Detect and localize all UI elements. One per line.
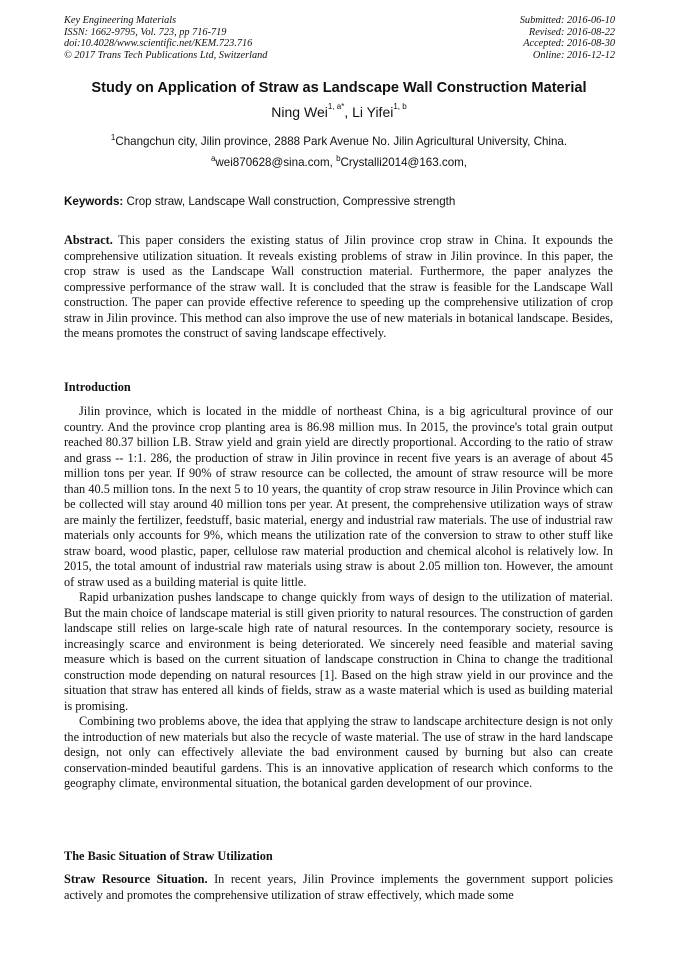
date-online: Online: 2016-12-12 bbox=[532, 49, 615, 61]
keywords bbox=[64, 195, 455, 208]
author-emails bbox=[0, 156, 678, 169]
date-accepted: Accepted: 2016-08-30 bbox=[523, 38, 615, 50]
journal-name: Key Engineering Materials bbox=[64, 15, 177, 26]
abstract bbox=[64, 233, 613, 342]
straw-resource-paragraph bbox=[64, 872, 613, 903]
affiliation-mark: 1 bbox=[110, 133, 116, 142]
author-separator: , bbox=[344, 104, 353, 120]
email-b-mark: b bbox=[336, 154, 341, 163]
abstract-text: This paper considers the existing status of Jilin province crop straw in China. It expounds the comprehensive utilization situation. It reveals existing problems of straw in Jilin province. In this paper, the crop straw is used as the Landscape Wall construction material. Furthermore, the paper analyzes the compressive performance of the straw wall. It is concluded that the straw is feasible for the Landscape Wall construction. The paper can provide effective reference to speeding up the comprehensive utilization of crop straw in Jilin province. This method can also improve the use of new materials in botanical landscape. Besides, the means promotes the construct of saving landscape effectively. bbox=[64, 233, 613, 341]
submission-dates bbox=[520, 15, 615, 61]
abstract-label: Abstract. bbox=[64, 233, 113, 247]
keywords-label: Keywords: bbox=[64, 195, 124, 208]
introduction-body bbox=[64, 404, 613, 792]
journal-copyright: © 2017 Trans Tech Publications Ltd, Switzerland bbox=[64, 49, 268, 61]
email-a-mark: a bbox=[210, 154, 216, 163]
date-revised: Revised: 2016-08-22 bbox=[528, 26, 615, 38]
straw-resource-text: In recent years, Jilin Province implements the government support policies actively and promotes the comprehensive utilization of straw effectively, which made some bbox=[64, 872, 613, 902]
affiliation bbox=[0, 135, 678, 148]
introduction-paragraph-3: Combining two problems above, the idea that applying the straw to landscape architecture design is not only the introduction of new materials but also the recycle of waste material. The use of straw in the hard landscape design, not only can effectively alleviate the bad environment caused by burning but also can create conservation-minded beautiful gardens. This is an innovative application of research which conforms to the geography climate, environmental situation, the botanical garden development of our province. bbox=[64, 714, 613, 791]
introduction-heading: Introduction bbox=[64, 380, 131, 394]
author-1-affiliation-mark: 1, a* bbox=[327, 102, 345, 111]
introduction-paragraph-2: Rapid urbanization pushes landscape to change quickly from ways of design to the utilization of material. But the main choice of landscape material is still given priority to natural resources. The construction of garden landscape still relies on large-scale high rate of natural resources. In the contemporary society, resource is increasingly scarce and environment is being deteriorated. We sincerely need feasible and material saving measure which is based on the current situation of landscape construction in China to change the traditional construction mode depending on natural resources [1]. Based on the high straw yield in our province and the situation that straw has entered all kinds of fields, straw as a waste material which is used as building material is promising. bbox=[64, 590, 613, 713]
author-2-affiliation-mark: 1, b bbox=[393, 102, 407, 111]
email-a[interactable]: wei870628@sina.com, bbox=[215, 156, 337, 169]
straw-resource-label: Straw Resource Situation. bbox=[64, 872, 208, 886]
affiliation-text: Changchun city, Jilin province, 2888 Park Avenue No. Jilin Agricultural University, China. bbox=[115, 135, 568, 148]
date-submitted: Submitted: 2016-06-10 bbox=[519, 15, 615, 26]
introduction-paragraph-1: Jilin province, which is located in the middle of northeast China, is a big agricultural province of our country. And the province crop planting area is 86.98 million mus. In 2015, the province's total grain output reached 80.37 billion LB. Straw yield and grain yield are directly proportional. According to the ratio of straw and grass -- 1:1. 286, the production of straw in Jilin province in recent five years is an average of about 45 million tons per year. If 90% of straw resource can be collected, the amount of straw resource will be more than 40.5 million tons. In the next 5 to 10 years, the quantity of crop straw resource in Jilin Province which can be collected will stay around 40 million tons per year. At present, the comprehensive utilization ways of straw are mainly the fertilizer, feedstuff, basic material, energy and industrial raw materials. The use of industrial raw materials only accounts for 9%, which means the utilization rate of the conversion to straw to other stuff like straw board, wood plastic, paper, cellulose raw material production and chemical alcohol is relatively low. In 2015, the total amount of industrial raw materials using straw is about 2.05 million ton. However, the amount of straw used as a building material is quite little. bbox=[64, 404, 613, 589]
author-1-name: Ning Wei bbox=[271, 104, 328, 120]
journal-doi: doi:10.4028/www.scientific.net/KEM.723.716 bbox=[64, 38, 253, 50]
basic-situation-heading: The Basic Situation of Straw Utilization bbox=[64, 849, 273, 863]
email-b[interactable]: Crystalli2014@163.com, bbox=[340, 156, 468, 169]
journal-info bbox=[64, 15, 267, 61]
paper-title: Study on Application of Straw as Landscape Wall Construction Material bbox=[91, 80, 587, 96]
journal-issn: ISSN: 1662-9795, Vol. 723, pp 716-719 bbox=[64, 26, 227, 38]
author-2-name: Li Yifei bbox=[352, 104, 394, 120]
author-line bbox=[0, 104, 678, 120]
keywords-text: Crop straw, Landscape Wall construction, Compressive strength bbox=[123, 195, 456, 208]
